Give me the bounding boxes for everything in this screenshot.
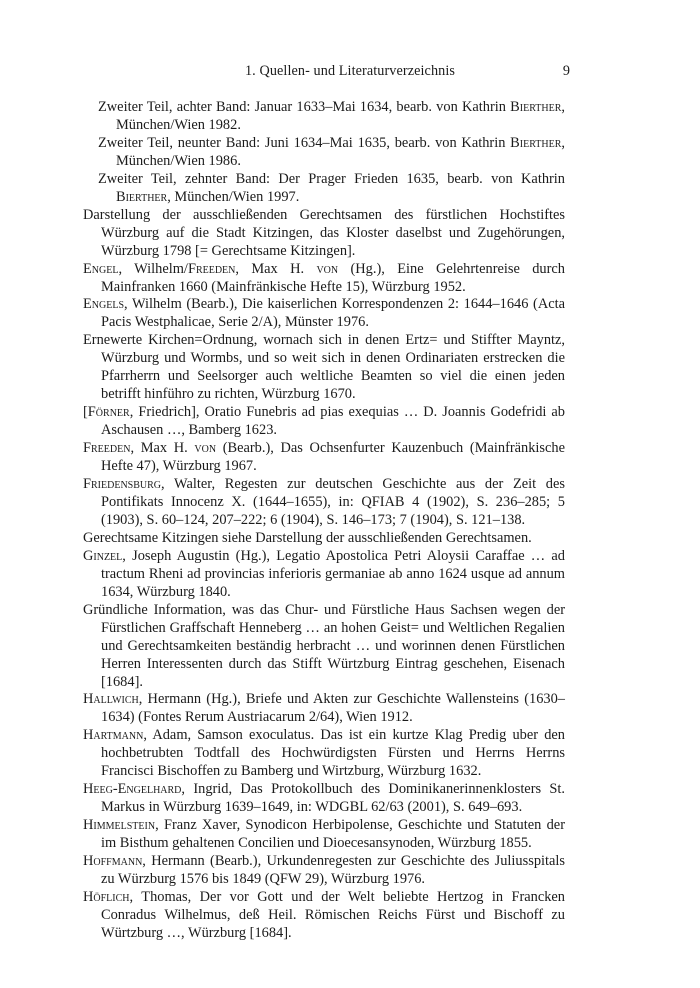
bibliography-entry: Zweiter Teil, achter Band: Januar 1633–Mai 1634, bearb. von Kathrin Bierther, München/Wien 1982. (98, 99, 565, 133)
bibliography-entry: Ginzel, Joseph Augustin (Hg.), Legatio Apostolica Petri Aloysii Caraffae … ad tractum Rheni ad provincias inferioris germaniae ab anno 1624 usque ad annum 1634, Würzburg 1840. (83, 547, 565, 600)
bibliography-entry: Engel, Wilhelm/Freeden, Max H. von (Hg.), Eine Gelehrtenreise durch Mainfranken 1660 (Mainfränkische Hefte 15), Würzburg 1952. (83, 260, 565, 295)
page-number: 9 (562, 63, 570, 79)
bibliography-entry: Freeden, Max H. von (Bearb.), Das Ochsenfurter Kauzenbuch (Mainfränkische Hefte 47), Würzburg 1967. (83, 440, 565, 475)
bibliography-entry: Ernewerte Kirchen=Ordnung, wornach sich in denen Ertz= und Stiffter Mayntz, Würzburg und Wormbs, und so weit sich in denen Ordinariaten erstrecken die Pfarrherrn und Seelsorger auch weltliche Beamten so viel die einen jeden betrifft hinführo zu richten, Würzburg 1670. (83, 332, 565, 403)
running-title: 1. Quellen- und Literaturverzeichnis (244, 63, 456, 79)
bibliography-entry: Hallwich, Hermann (Hg.), Briefe und Akten zur Geschichte Wallensteins (1630–1634) (Fontes Rerum Austriacarum 2/64), Wien 1912. (83, 691, 565, 726)
bibliography-entry: Gerechtsame Kitzingen siehe Darstellung der ausschließenden Gerechtsamen. (83, 529, 532, 546)
bibliography-entry: Friedensburg, Walter, Regesten zur deutschen Geschichte aus der Zeit des Pontifikats Innocenz X. (1644–1655), in: QFIAB 4 (1902), S. 236–285; 5 (1903), S. 60–124, 207–222; 6 (1904), S. 146–173; 7 (1904), S. 121–138. (83, 476, 565, 528)
bibliography-entry: [Förner, Friedrich], Oratio Funebris ad pias exequias … D. Joannis Godefridi ab Aschausen …, Bamberg 1623. (83, 404, 565, 439)
bibliography-entry: Engels, Wilhelm (Bearb.), Die kaiserlichen Korrespondenzen 2: 1644–1646 (Acta Pacis Westphalicae, Serie 2/A), Münster 1976. (83, 296, 565, 331)
bibliography-list (83, 99, 565, 943)
bibliography-entry: Heeg-Engelhard, Ingrid, Das Protokollbuch des Dominikanerinnenklosters St. Markus in Würzburg 1639–1649, in: WDGBL 62/63 (2001), S. 649–693. (83, 781, 565, 816)
bibliography-entry: Zweiter Teil, neunter Band: Juni 1634–Mai 1635, bearb. von Kathrin Bierther, München/Wien 1986. (98, 134, 565, 169)
bibliography-entry: Gründliche Information, was das Chur- und Fürstliche Haus Sachsen wegen der Fürstlichen Graffschaft Henneberg … an hohen Geist= und Weltlichen Regalien und Gerechtsamkeiten beständig herbracht … und worinnen denen Fürstlichen Herren Interessenten durch das Stifft Würtzburg Eintrag geschehen, Eisenach [1684]. (83, 601, 565, 690)
bibliography-entry: Himmelstein, Franz Xaver, Synodicon Herbipolense, Geschichte und Statuten der im Bisthum gehaltenen Concilien und Dioecesansynoden, Würzburg 1855. (83, 817, 565, 852)
bibliography-entry: Höflich, Thomas, Der vor Gott und der Welt beliebte Hertzog in Francken Conradus Wilhelmus, deß Heil. Römischen Reichs Fürst und Bischoff zu Würtzburg …, Würzburg [1684]. (83, 888, 565, 941)
bibliography-entry: Zweiter Teil, zehnter Band: Der Prager Frieden 1635, bearb. von Kathrin Bierther, München/Wien 1997. (98, 170, 565, 205)
bibliography-entry: Darstellung der ausschließenden Gerechtsamen des fürstlichen Hochstiftes Würzburg auf die Stadt Kitzingen, das Kloster daselbst und Zugehörungen, Würzburg 1798 [= Gerechtsame Kitzingen]. (83, 206, 565, 259)
bibliography-entry: Hartmann, Adam, Samson exoculatus. Das ist ein kurtze Klag Predig uber den hochbetrubten Todtfall des Hochwürdigsten Fürsten und Herrns Herrns Francisci Bischoffen zu Bamberg und Wirtzburg, Würzburg 1632. (83, 727, 565, 780)
bibliography-entry: Hoffmann, Hermann (Bearb.), Urkundenregesten zur Geschichte des Juliusspitals zu Würzburg 1576 bis 1849 (QFW 29), Würzburg 1976. (83, 853, 565, 887)
